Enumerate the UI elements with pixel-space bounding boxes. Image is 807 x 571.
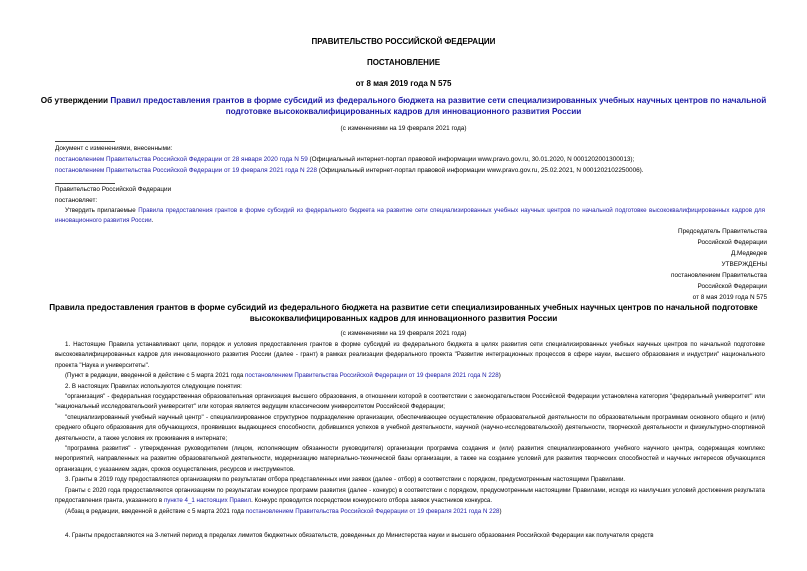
approved-line: УТВЕРЖДЕНЫ [721, 261, 767, 268]
paragraph-1: 1. Настоящие Правила устанавливают цели, порядок и условия предоставления грантов в форме субсидий из федерального бюджета в целях развития сети специализированных учебных научных центров по начальной подготовке высококвалифицированных кадров для инновационного развития России (далее - грант) в рамках реализации федерального проекта "Развитие интеграционных процессов в сфере науки, высшего образования и индустрии" национального проекта "Наука и университеты". [55, 341, 765, 369]
amendment-link-1[interactable]: постановлением Правительства Российской Федерации от 28 января 2020 года N 59 [55, 156, 308, 163]
rules-body [55, 340, 765, 541]
paragraph-3: 3. Гранты в 2019 году предоставляются организациям по результатам отбора представленных ими заявок (далее - отбор) в соответствии с порядком, предусмотренным настоящими Правилами. [65, 476, 626, 484]
paragraph-3-note [55, 507, 765, 517]
note-prefix: (Пункт в редакции, введенной в действие с 5 марта 2021 года [65, 372, 245, 380]
document-title-prefix: Об утверждении [40, 96, 111, 105]
amendment-link-2[interactable]: постановлением Правительства Российской Федерации от 19 февраля 2021 года N 228 [55, 167, 318, 174]
signature-line: Председатель Правительства [678, 228, 767, 235]
paragraph-2a: "организация" - федеральная государственная образовательная организация высшего образования, в отношении которой в соответствии с законодательством Российской Федерации установлена категория "федеральный университет" или "национальный исследовательский университет" или которая является ведущим классическим университетом Российской Федерации; [55, 393, 765, 411]
preamble-line-2: постановляет: [55, 197, 98, 204]
paragraph-3b [55, 486, 765, 507]
amendment-item [55, 155, 795, 165]
paragraph-1-note [55, 371, 765, 381]
p3b-link[interactable]: пункте 4_1 настоящих Правил [163, 497, 252, 505]
document-date-number: от 8 мая 2019 года N 575 [355, 79, 452, 88]
changes-note: (с изменениями на 19 февраля 2021 года) [340, 125, 467, 132]
rules-changes-note: (с изменениями на 19 февраля 2021 года) [340, 330, 467, 337]
paragraph-4: 4. Гранты предоставляются на 3-летний период в пределах лимитов бюджетных обязательств, доведенных до Министерства науки и высшего образования Российской Федерации как получателя средств [65, 531, 654, 539]
amendments-intro: Документ с изменениями, внесенными: [55, 145, 173, 152]
spacer [55, 517, 765, 531]
amendment-item [55, 166, 795, 176]
note-link[interactable]: постановлением Правительства Российской Федерации от 19 февраля 2021 года N 228 [245, 507, 500, 515]
preamble-line-1: Правительство Российской Федерации [55, 186, 172, 193]
rules-title: Правила предоставления грантов в форме субсидий из федерального бюджета на развитие сети специализированных учебных научных центров по начальной подготовке высококвалифицированных кадров для инновационного развития России [49, 303, 758, 323]
approve-link[interactable]: Правила предоставления грантов в форме субсидий из федерального бюджета на развитие сети специализированных учебных научных центров по начальной подготовке высококвалифицированных кадров для инновационного развития России [55, 207, 765, 225]
note-link[interactable]: постановлением Правительства Российской Федерации от 19 февраля 2021 года N 228 [245, 372, 499, 380]
amendment-tail-2: (Официальный интернет-портал правовой информации www.pravo.gov.ru, 25.02.2021, N 0001202102250006). [317, 167, 644, 174]
document-type: ПОСТАНОВЛЕНИЕ [366, 58, 441, 67]
paragraph-2b: "специализированный учебный научный центр" - специализированное структурное подразделение организации, обеспечивающее осуществление образовательной деятельности по образовательным программам основного общего и (или) среднего общего образования для обучающихся, проявивших выдающиеся способности, добившихся успехов в учебной деятельности, научной (научно-исследовательской) деятельности, творческой деятельности и физкультурно-спортивной деятельности, а также условия их проживания в интернате; [55, 413, 765, 442]
p3b-suffix: . Конкурс проводится посредством конкурсного отбора заявок участников конкурса. [251, 497, 493, 505]
preamble-approve [55, 206, 765, 227]
document-title [20, 95, 787, 117]
divider-top [55, 141, 115, 142]
signature-block [671, 226, 767, 303]
note-suffix: ) [498, 372, 501, 380]
approved-line: Российской Федерации [697, 283, 767, 290]
signature-line: Российской Федерации [697, 239, 767, 246]
government-header: ПРАВИТЕЛЬСТВО РОССИЙСКОЙ ФЕДЕРАЦИИ [311, 37, 496, 46]
p3b-prefix: Гранты с 2020 года предоставляются организациям по результатам конкурсе программ развития (далее - конкурс) в соответствии с порядком, предусмотренным настоящими Правилами, исходя из наилучших условий достижения результата предоставления гранта, указанного в [55, 486, 765, 505]
amendment-tail-1: (Официальный интернет-портал правовой информации www.pravo.gov.ru, 30.01.2020, N 0001202001300013); [307, 156, 635, 163]
document-title-link[interactable]: Правил предоставления грантов в форме субсидий из федерального бюджета на развитие сети специализированных учебных научных центров по начальной подготовке высококвалифицированных кадров для инновационного развития России [110, 96, 767, 116]
approved-line: постановлением Правительства [671, 272, 767, 279]
note-prefix: (Абзац в редакции, введенной в действие с 5 марта 2021 года [65, 507, 246, 515]
paragraph-2c: "программа развития" - утвержденная руководителем (лицом, исполняющим обязанности руководителя) организации программа создания и (или) развития специализированного учебного научного центра, содержащая комплекс мероприятий, направленных на развитие образовательной деятельности, модернизацию материально-технической базы организации, а также на создание условий для развития творческих способностей и научных интересов обучающихся организации, с указанием задач, сроков осуществления, ресурсов и инструментов. [55, 445, 765, 473]
paragraph-2: 2. В настоящих Правилах используются следующие понятия: [65, 382, 242, 390]
divider-middle [55, 183, 115, 184]
approve-suffix: . [151, 217, 154, 225]
approved-line: от 8 мая 2019 года N 575 [692, 294, 767, 301]
signature-line: Д.Медведев [730, 250, 767, 257]
approve-prefix: Утвердить прилагаемые [65, 207, 139, 214]
note-suffix: ) [499, 507, 502, 515]
